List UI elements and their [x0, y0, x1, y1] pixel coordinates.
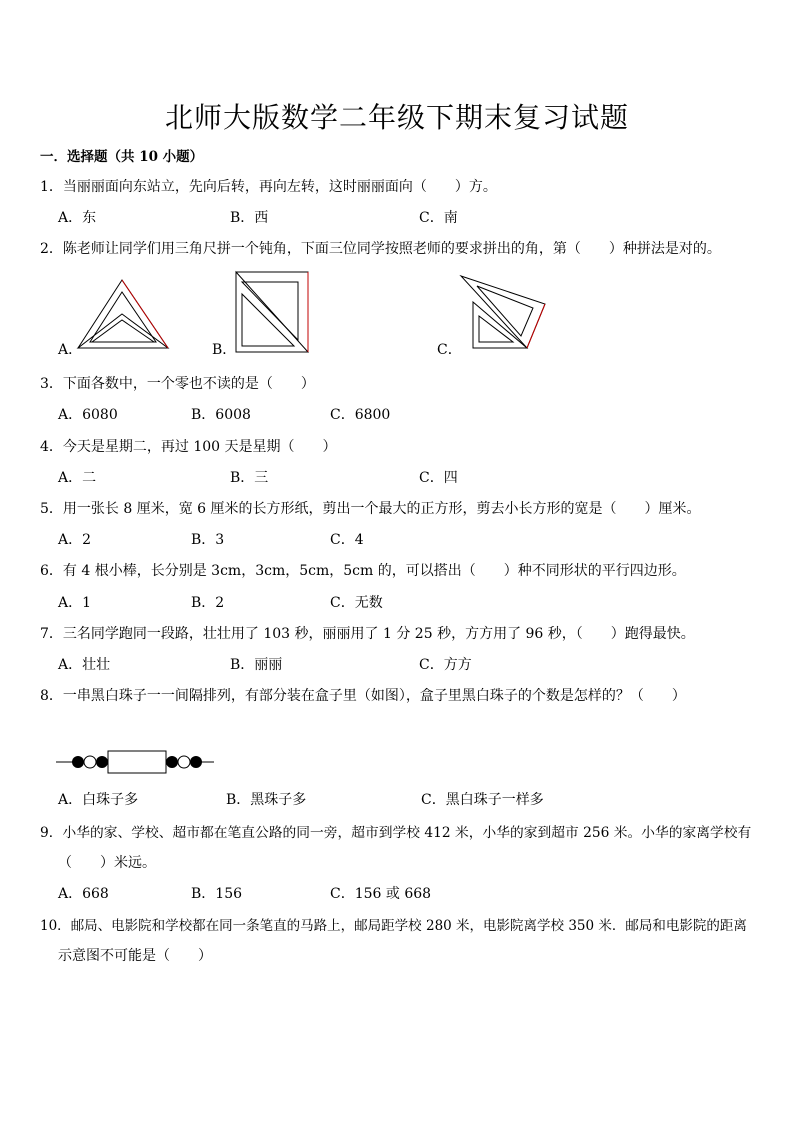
question-8: [40, 685, 686, 705]
option-a[interactable]: A．: [58, 342, 83, 358]
question-number: 6．: [40, 563, 63, 579]
question-number: 10．: [40, 918, 71, 934]
bead-string-figure: [56, 747, 216, 777]
question-1: [40, 176, 497, 196]
option-b[interactable]: B．3: [191, 532, 225, 548]
question-text: 邮局、电影院和学校都在同一条笔直的马路上，邮局距学校 280 米，电影院离学校 350 米．邮局和电影院的距离: [70, 918, 747, 934]
question-text: 下面各数中，一个零也不读的是（ ）: [62, 376, 315, 392]
option-c[interactable]: C．四: [419, 470, 458, 486]
question-number: 4．: [40, 439, 63, 455]
question-9-continued: （ ）米远。: [58, 855, 156, 871]
question-number: 9．: [40, 825, 63, 841]
black-bead: [190, 756, 202, 768]
option-c[interactable]: C．4: [330, 532, 364, 548]
question-text: 当丽丽面向东站立，先向后转，再向左转，这时丽丽面向（ ）方。: [62, 179, 497, 195]
option-a[interactable]: A．6080: [58, 407, 118, 423]
page-title: 北师大版数学二年级下期末复习试题: [164, 101, 629, 134]
question-6: [40, 560, 686, 580]
option-c[interactable]: C．南: [419, 210, 458, 226]
option-a[interactable]: A．2: [58, 532, 92, 548]
option-b[interactable]: B．丽丽: [230, 657, 283, 673]
option-a[interactable]: A．壮壮: [58, 657, 111, 673]
question-text: 陈老师让同学们用三角尺拼一个钝角，下面三位同学按照老师的要求拼出的角，第（ ）种拼法是对的。: [62, 241, 721, 257]
question-5: [40, 498, 701, 518]
question-text: 有 4 根小棒，长分别是 3cm，3cm，5cm，5cm 的，可以搭出（ ）种不同形状的平行四边形。: [62, 563, 686, 579]
triangle-set-figure-c: [455, 272, 555, 362]
question-text: 今天是星期二，再过 100 天是星期（ ）: [62, 439, 337, 455]
question-number: 3．: [40, 376, 63, 392]
option-b[interactable]: B．西: [230, 210, 269, 226]
option-b[interactable]: B．黑珠子多: [226, 792, 307, 808]
question-number: 8．: [40, 688, 63, 704]
option-a[interactable]: A．668: [58, 886, 109, 902]
black-bead: [166, 756, 178, 768]
question-text: 用一张长 8 厘米，宽 6 厘米的长方形纸，剪出一个最大的正方形，剪去小长方形的宽是（ ）厘米。: [62, 501, 701, 517]
question-10-continued: 示意图不可能是（ ）: [58, 948, 212, 964]
option-b[interactable]: B．6008: [191, 407, 251, 423]
white-bead: [178, 756, 190, 768]
option-c[interactable]: C．无数: [330, 595, 383, 611]
question-text: 小华的家、学校、超市都在笔直公路的同一旁，超市到学校 412 米，小华的家到超市 256 米。小华的家离学校有: [62, 825, 752, 841]
option-a[interactable]: A．白珠子多: [58, 792, 139, 808]
triangle-set-figure-b: [232, 268, 322, 358]
black-bead: [72, 756, 84, 768]
question-text: 三名同学跑同一段路，壮壮用了 103 秒，丽丽用了 1 分 25 秒，方方用了 96 秒，（ ）跑得最快。: [62, 626, 695, 642]
question-text: 一串黑白珠子一一间隔排列，有部分装在盒子里（如图），盒子里黑白珠子的个数是怎样的？（ ）: [62, 688, 686, 704]
option-c[interactable]: C．方方: [419, 657, 472, 673]
question-2: [40, 238, 721, 258]
black-bead: [96, 756, 108, 768]
question-4: [40, 436, 337, 456]
triangle-set-figure-a: [70, 264, 190, 354]
question-number: 2．: [40, 241, 63, 257]
bead-box: [108, 751, 166, 773]
option-b[interactable]: B．2: [191, 595, 225, 611]
option-b[interactable]: B．三: [230, 470, 269, 486]
question-number: 7．: [40, 626, 63, 642]
option-a[interactable]: A．1: [58, 595, 92, 611]
question-7: [40, 623, 695, 643]
option-a[interactable]: A．二: [58, 470, 97, 486]
option-c[interactable]: C．156 或 668: [330, 886, 432, 902]
white-bead: [84, 756, 96, 768]
question-number: 1．: [40, 179, 63, 195]
question-9: [40, 821, 751, 841]
option-b[interactable]: B．156: [191, 886, 243, 902]
section-heading: 一．选择题（共 10 小题）: [40, 149, 204, 165]
option-c[interactable]: C．: [437, 342, 462, 358]
question-10: [40, 914, 747, 934]
option-b[interactable]: B．: [212, 342, 237, 358]
option-c[interactable]: C．6800: [330, 407, 391, 423]
option-c[interactable]: C．黑白珠子一样多: [421, 792, 544, 808]
option-a[interactable]: A．东: [58, 210, 97, 226]
question-3: [40, 373, 315, 393]
question-number: 5．: [40, 501, 63, 517]
